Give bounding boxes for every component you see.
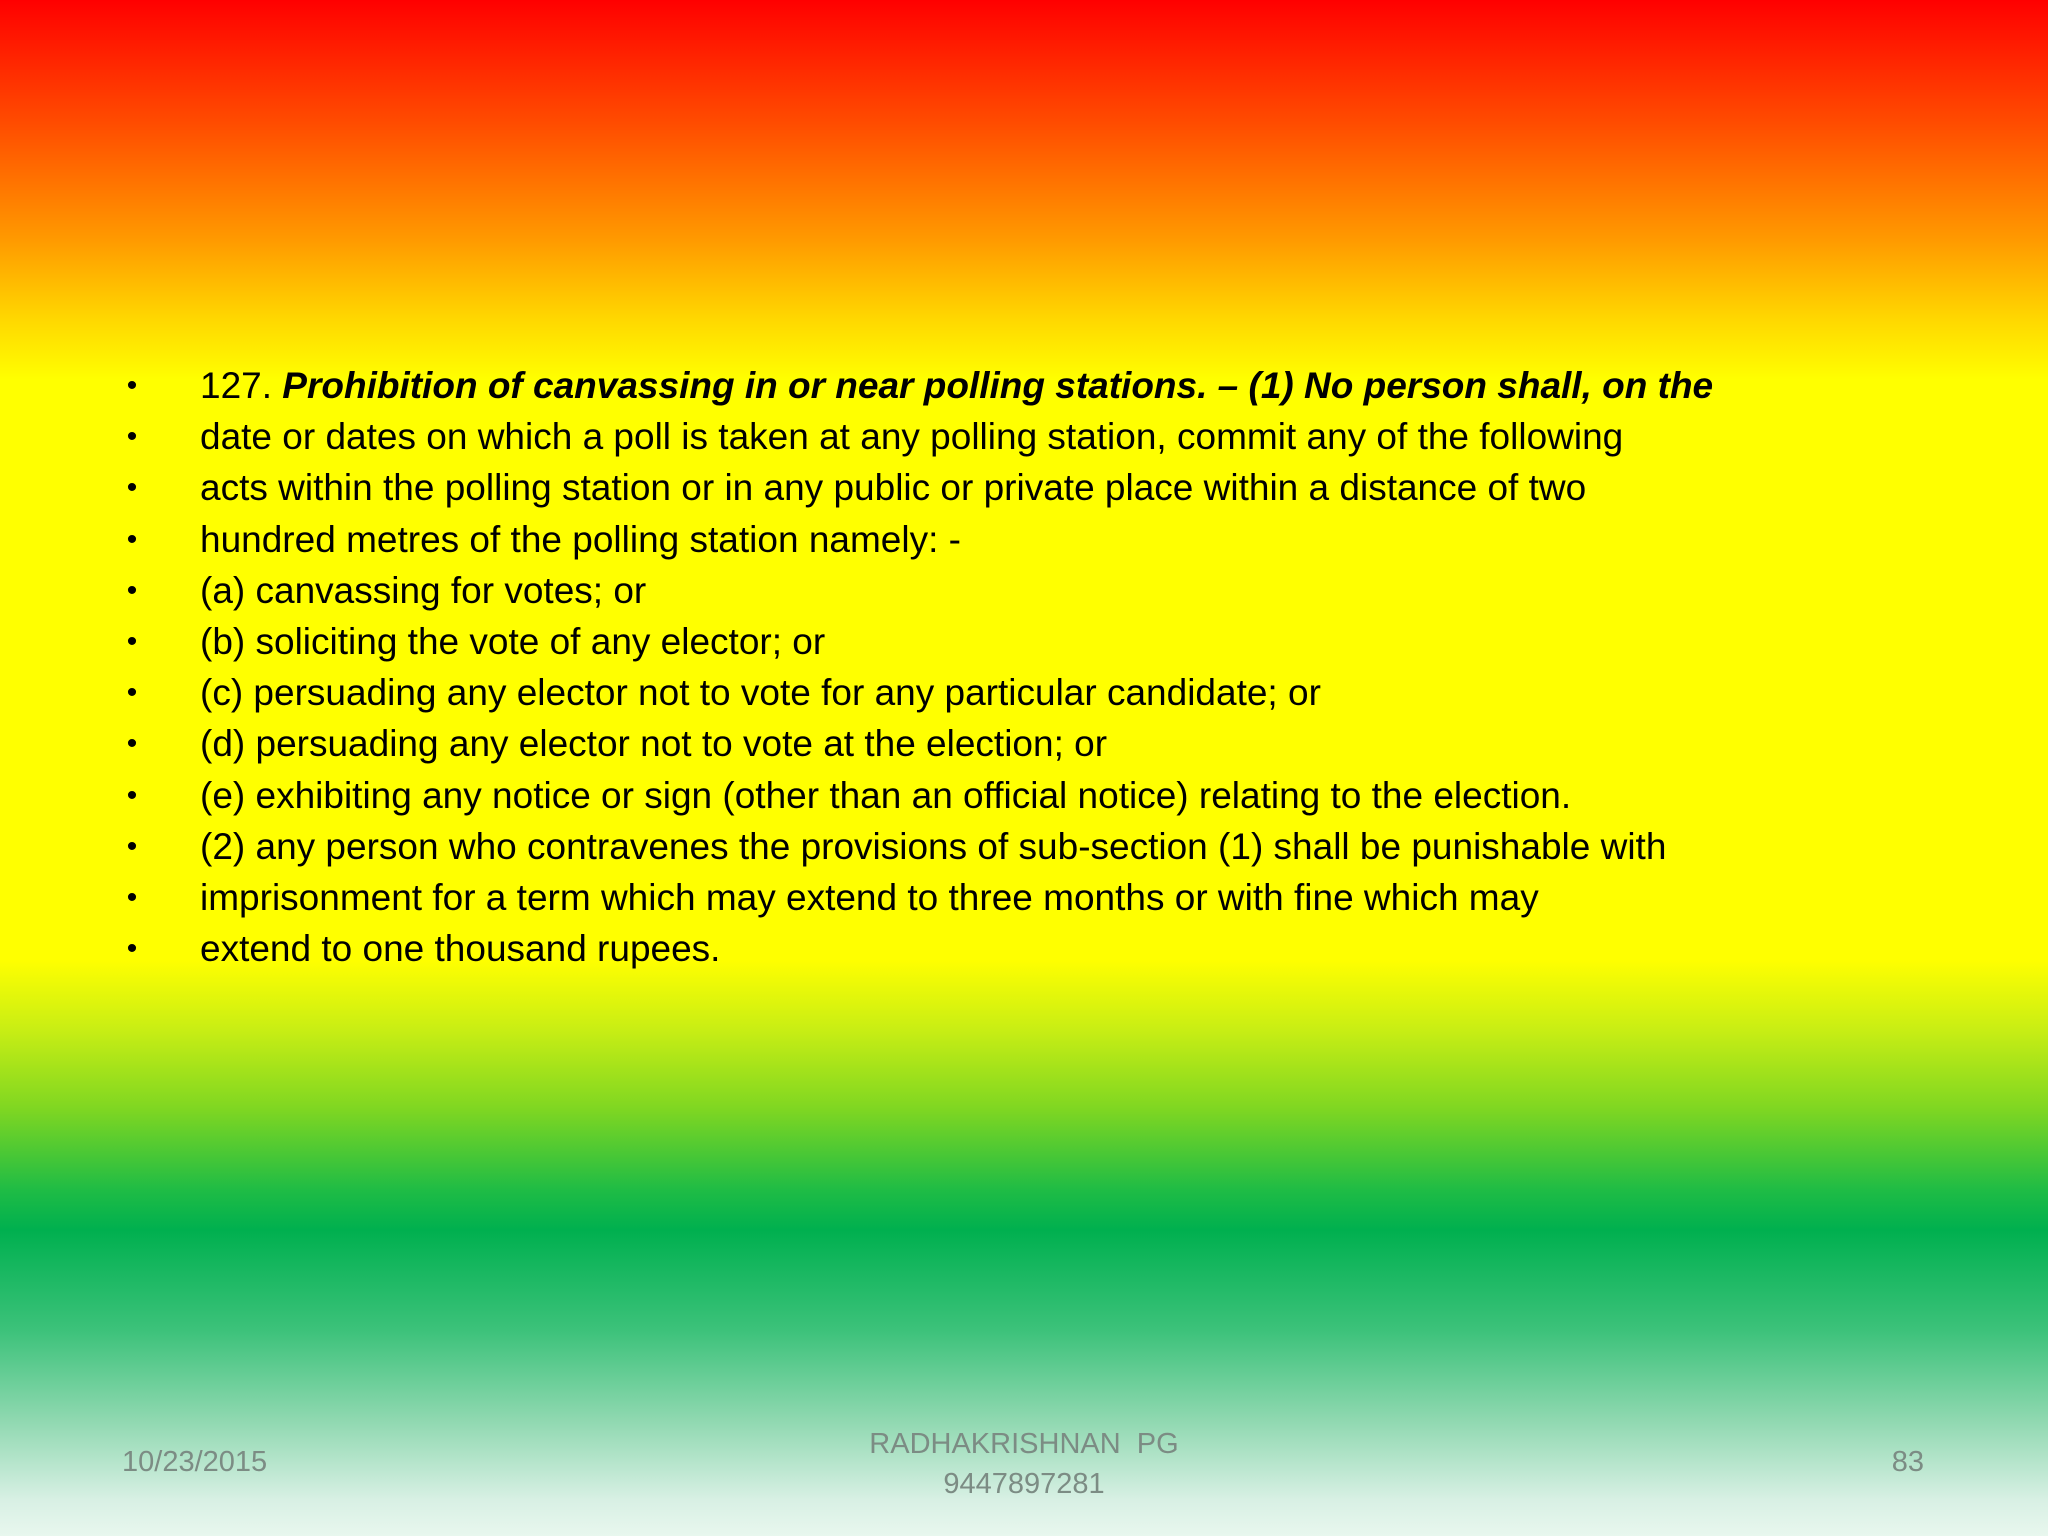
- bullet-text: acts within the polling station or in any public or private place within a distance of two: [200, 467, 1587, 509]
- bullet-icon: •: [126, 522, 138, 556]
- bullet-text: imprisonment for a term which may extend to three months or with fine which may: [200, 876, 1539, 918]
- bullet-icon: •: [126, 573, 138, 607]
- author-phone: 9447897281: [943, 1468, 1105, 1500]
- bullet-line: [120, 718, 1820, 769]
- bullet-icon: •: [126, 471, 138, 505]
- bullet-icon: •: [126, 778, 138, 812]
- bullet-icon: •: [126, 420, 138, 454]
- bullet-line: [120, 411, 1820, 462]
- bullet-text: (d) persuading any elector not to vote at the election; or: [200, 723, 1108, 765]
- bullet-text: hundred metres of the polling station namely: -: [200, 518, 961, 560]
- bullet-icon: •: [126, 624, 138, 658]
- footer-date: 10/23/2015: [122, 1446, 268, 1478]
- bullet-text: (a) canvassing for votes; or: [200, 569, 647, 611]
- bullet-text: (2) any person who contravenes the provisions of sub-section (1) shall be punishable with: [200, 825, 1667, 867]
- bullet-line: [120, 770, 1820, 821]
- bullet-line: [120, 821, 1820, 872]
- slide-number: 83: [1891, 1446, 1924, 1478]
- bullet-text: (c) persuading any elector not to vote for any particular candidate; or: [200, 672, 1321, 714]
- bullet-text: (e) exhibiting any notice or sign (other than an official notice) relating to the election.: [200, 774, 1572, 816]
- bullet-line: [120, 360, 1820, 411]
- bullet-text: (b) soliciting the vote of any elector; or: [200, 620, 826, 662]
- bullet-line: [120, 514, 1820, 565]
- bullet-icon: •: [126, 932, 138, 966]
- bullet-line: [120, 616, 1820, 667]
- bullet-icon: •: [126, 727, 138, 761]
- section-number: 127.: [200, 365, 283, 406]
- bullet-line: [120, 565, 1820, 616]
- author-name: RADHAKRISHNAN PG: [869, 1428, 1179, 1460]
- bullet-icon: •: [126, 676, 138, 710]
- bullet-text: date or dates on which a poll is taken at any polling station, commit any of the following: [200, 416, 1624, 458]
- bullet-line: [120, 667, 1820, 718]
- bullet-icon: •: [126, 880, 138, 914]
- bullet-icon: •: [126, 829, 138, 863]
- footer-author: [824, 1424, 1224, 1504]
- bullet-line: [120, 872, 1820, 923]
- bullet-text: extend to one thousand rupees.: [200, 928, 721, 970]
- bullet-line: [120, 923, 1820, 974]
- section-heading: Prohibition of canvassing in or near polling stations. – (1) No person shall, on the: [282, 365, 1714, 406]
- bullet-icon: •: [126, 369, 138, 402]
- slide-body: [120, 360, 1820, 974]
- bullet-text: [200, 360, 1713, 411]
- bullet-line: [120, 462, 1820, 513]
